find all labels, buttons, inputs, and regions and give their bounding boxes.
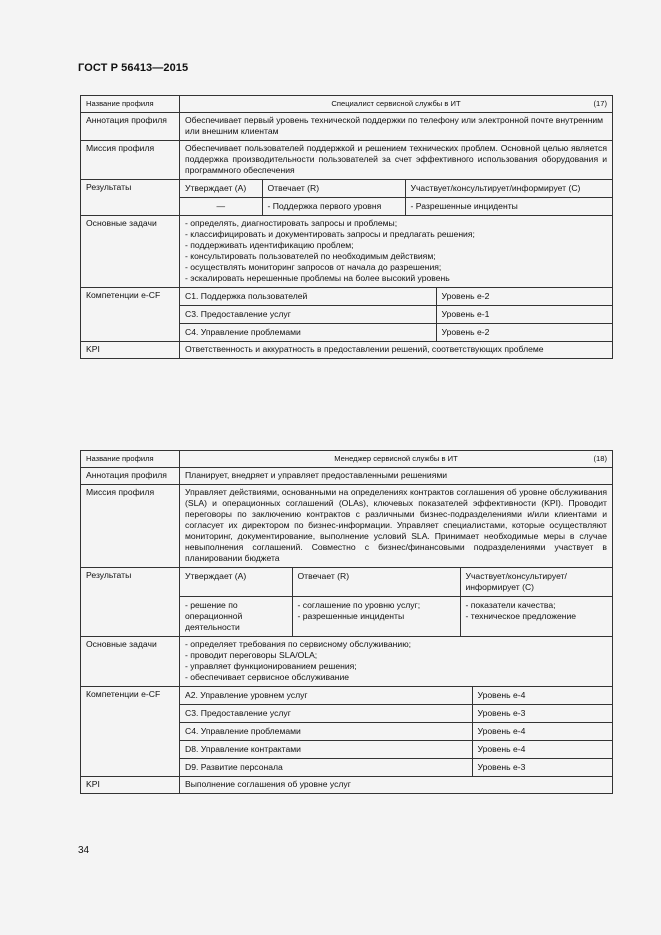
competences-label: Компетенции e-CF [81, 288, 180, 342]
profile-table-18 [80, 450, 613, 794]
kpi-label: KPI [81, 777, 180, 794]
results-value-a [180, 597, 292, 637]
results-value-a: — [180, 198, 262, 216]
task-item: - проводит переговоры SLA/OLA; [185, 650, 318, 660]
mission-text: Управляет действиями, основанными на определениях контрактов соглашения об уровне обслуживания (SLA) и операционных соглашений (OLAs), ключевых показателей эффективности (KPI). Проводит переговоры по заключению контрактов с различными бизнес-подразделениями и/или клиентами и согласует их директором по бизнес-информации. Управляет специалистами, которые осуществляют мониторинг, документирование, выполнение условий SLA. Принимает необходимые меры в случае невыполнения соглашений. Совместно с бизнес/финансовыми подразделениями участвует в планировании бюджета [180, 485, 613, 568]
competence-level: Уровень е-3 [472, 759, 612, 777]
mission-label: Миссия профиля [81, 485, 180, 568]
competence-name: C4. Управление проблемами [180, 324, 436, 342]
page-number: 34 [78, 845, 90, 856]
results-row [81, 180, 613, 216]
task-item: - определяет требования по сервисному обслуживанию; [185, 639, 412, 649]
task-item: - классифицировать и документировать запросы и предлагать решения; [185, 229, 475, 239]
competence-level: Уровень е-2 [436, 324, 612, 342]
results-header-a: Утверждает (A) [180, 568, 292, 597]
results-header-a: Утверждает (A) [180, 180, 262, 198]
results-item: - показатели качества; [465, 600, 556, 610]
tasks-label: Основные задачи [81, 637, 180, 687]
profile-name-row [81, 96, 613, 113]
profile-name-cell [180, 96, 613, 113]
results-value-c [460, 597, 612, 637]
competence-row [180, 687, 612, 705]
mission-text: Обеспечивает пользователей поддержкой и решением технических проблем. Основной целью является поддержка производительности пользователей за счет эффективного использования оборудования и программного обеспечения [180, 141, 613, 180]
competence-row [180, 324, 612, 342]
competence-row [180, 741, 612, 759]
competence-level: Уровень е-4 [472, 687, 612, 705]
kpi-label: KPI [81, 342, 180, 359]
task-item: - консультировать пользователей по необходимым действиям; [185, 251, 436, 261]
results-value-c: - Разрешенные инциденты [405, 198, 612, 216]
results-label: Результаты [81, 568, 180, 637]
annotation-row [81, 113, 613, 141]
annotation-text: Планирует, внедряет и управляет предоставленными решениями [180, 468, 613, 485]
task-item: - эскалировать нерешенные проблемы на более высокий уровень [185, 273, 450, 283]
competence-level: Уровень е-2 [436, 288, 612, 306]
competence-row [180, 306, 612, 324]
annotation-label: Аннотация профиля [81, 113, 180, 141]
competence-row [180, 288, 612, 306]
task-item: - поддерживать идентификацию проблем; [185, 240, 354, 250]
tasks-list [180, 216, 613, 288]
profile-name-row [81, 451, 613, 468]
results-header-c: Участвует/консультирует/информирует (C) [460, 568, 612, 597]
profile-table-17 [80, 95, 613, 359]
competence-name: C4. Управление проблемами [180, 723, 472, 741]
competences-table [180, 687, 612, 776]
annotation-text: Обеспечивает первый уровень технической поддержки по телефону или электронной почте внутренним или внешним клиентам [180, 113, 613, 141]
task-item: - осуществлять мониторинг запросов от начала до разрешения; [185, 262, 442, 272]
profile-name: Специалист сервисной службы в ИТ [331, 99, 461, 108]
profile-name-label: Название профиля [81, 451, 180, 468]
kpi-text: Ответственность и аккуратность в предоставлении решений, соответствующих проблеме [180, 342, 613, 359]
tasks-row [81, 637, 613, 687]
results-value-r: - Поддержка первого уровня [262, 198, 405, 216]
profile-name-label: Название профиля [81, 96, 180, 113]
task-item: - определять, диагностировать запросы и проблемы; [185, 218, 398, 228]
results-cell [180, 180, 613, 216]
results-value-r [292, 597, 460, 637]
results-item: - разрешенные инциденты [297, 611, 405, 621]
competence-name: C3. Предоставление услуг [180, 306, 436, 324]
mission-row [81, 141, 613, 180]
results-item: - техническое предложение [465, 611, 577, 621]
task-item: - управляет функционированием решения; [185, 661, 357, 671]
mission-row [81, 485, 613, 568]
results-header-r: Отвечает (R) [292, 568, 460, 597]
profile-name: Менеджер сервисной службы в ИТ [334, 454, 458, 463]
competence-row [180, 723, 612, 741]
task-item: - обеспечивает сервисное обслуживание [185, 672, 350, 682]
results-table [180, 568, 612, 636]
results-item: - решение по операционной деятельности [185, 600, 243, 632]
tasks-row [81, 216, 613, 288]
competences-table [180, 288, 612, 341]
tasks-list [180, 637, 613, 687]
mission-label: Миссия профиля [81, 141, 180, 180]
competences-label: Компетенции e-CF [81, 687, 180, 777]
competences-row [81, 288, 613, 342]
tasks-label: Основные задачи [81, 216, 180, 288]
competence-level: Уровень е-1 [436, 306, 612, 324]
results-label: Результаты [81, 180, 180, 216]
kpi-row [81, 342, 613, 359]
kpi-text: Выполнение соглашения об уровне услуг [180, 777, 613, 794]
profile-number: (17) [593, 99, 607, 108]
results-header-r: Отвечает (R) [262, 180, 405, 198]
competence-level: Уровень е-4 [472, 741, 612, 759]
results-cell [180, 568, 613, 637]
competence-row [180, 705, 612, 723]
competence-name: C1. Поддержка пользователей [180, 288, 436, 306]
document-header: ГОСТ Р 56413—2015 [78, 62, 189, 74]
results-row [81, 568, 613, 637]
competence-name: D9. Развитие персонала [180, 759, 472, 777]
annotation-label: Аннотация профиля [81, 468, 180, 485]
results-item: - соглашение по уровню услуг; [297, 600, 421, 610]
annotation-row [81, 468, 613, 485]
profile-name-cell [180, 451, 613, 468]
kpi-row [81, 777, 613, 794]
competence-row [180, 759, 612, 777]
competence-level: Уровень е-4 [472, 723, 612, 741]
results-table [180, 180, 612, 215]
results-header-c: Участвует/консультирует/информирует (C) [405, 180, 612, 198]
competences-row [81, 687, 613, 777]
competences-cell [180, 288, 613, 342]
competence-name: A2. Управление уровнем услуг [180, 687, 472, 705]
competence-name: C3. Предоставление услуг [180, 705, 472, 723]
profile-number: (18) [593, 454, 607, 463]
competence-level: Уровень е-3 [472, 705, 612, 723]
competences-cell [180, 687, 613, 777]
competence-name: D8. Управление контрактами [180, 741, 472, 759]
